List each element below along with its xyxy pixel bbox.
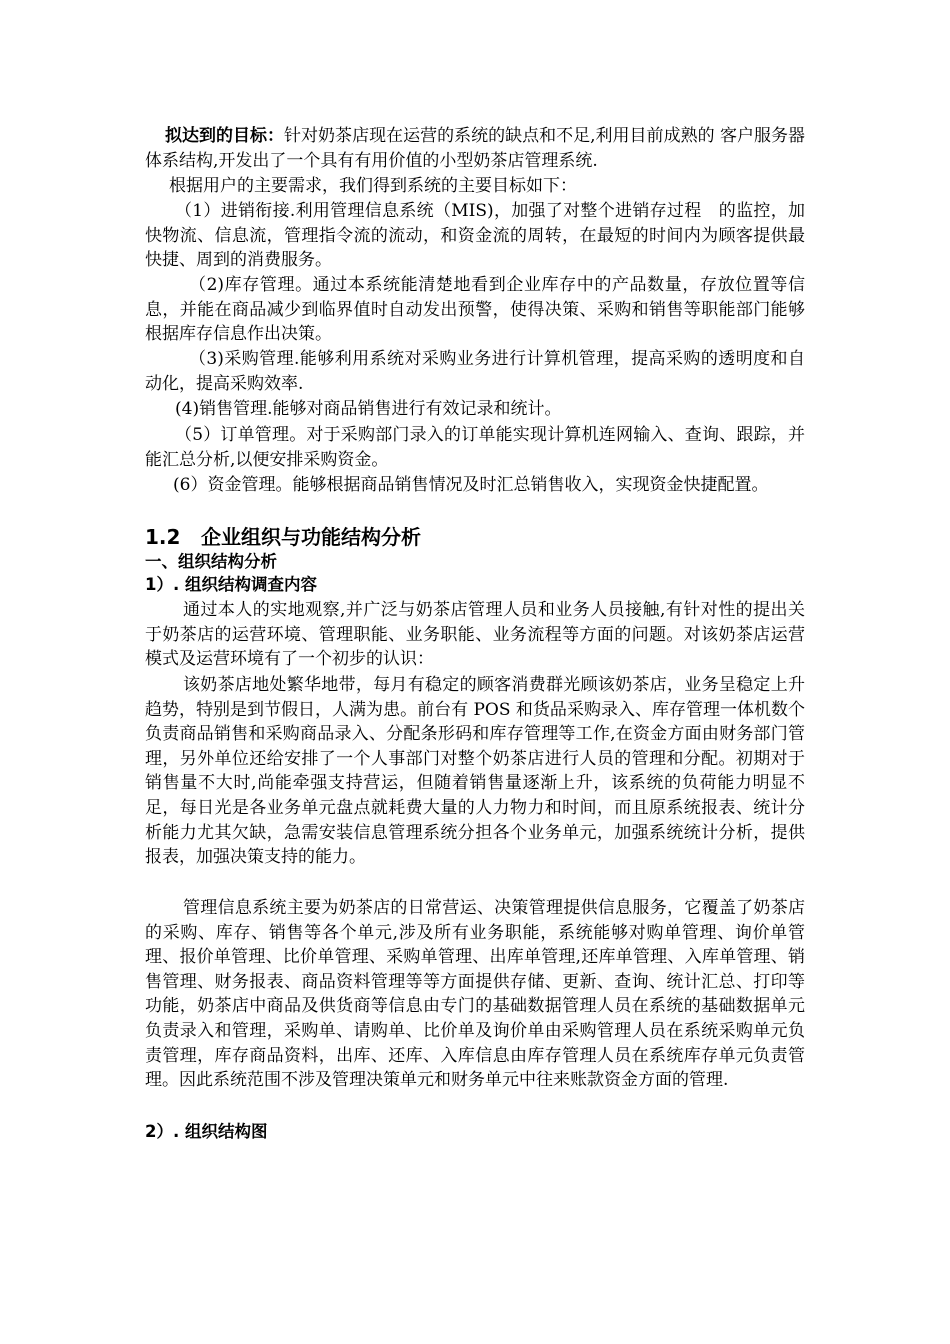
body-paragraph-2: 该奶茶店地处繁华地带，每月有稳定的顾客消费群光顾该奶茶店，业务呈稳定上升趋势，特别是到节假日，人满为患。前台有 POS 和货品采购录入、库存管理一体机数个负责商品销售和采购商品录入、分配条形码和库存管理等工作,在资金方面由财务部门管理，另外单位还给安排了一个人事部门对整个奶茶店进行人员的管理和分配。初期对于销售量不大时,尚能牵强支持营运，但随着销售量逐渐上升，该系统的负荷能力明显不足，每日光是各业务单元盘点就耗费大量的人力物力和时间，而且原系统报表、统计分析能力尤其欠缺，急需安装信息管理系统分担各个业务单元，加强系统统计分析，提供报表，加强决策支持的能力。 [145, 675, 805, 868]
item-heading-2: 2）. 组织结构图 [145, 1122, 268, 1141]
goals-lead: 根据用户的主要需求，我们得到系统的主要目标如下： [169, 176, 577, 196]
goal-item-6: (6）资金管理。能够根据商品销售情况及时汇总销售收入，实现资金快捷配置。 [173, 475, 769, 495]
goal-item-5: （5）订单管理。对于采购部门录入的订单能实现计算机连网输入、查询、跟踪，并能汇总分析,以便安排采购资金。 [145, 425, 805, 470]
goal-item-1: （1）进销衔接.利用管理信息系统（MIS)，加强了对整个进销存过程 的监控，加快物流、信息流，管理指令流的流动，和资金流的周转，在最短的时间内为顾客提供最快捷、周到的消费服务。 [145, 201, 805, 271]
goal-item-2: （2)库存管理。通过本系统能清楚地看到企业库存中的产品数量，存放位置等信息，并能在商品减少到临界值时自动发出预警，使得决策、采购和销售等职能部门能够根据库存信息作出决策。 [145, 275, 805, 345]
section-number: 1.2 [145, 525, 181, 549]
item-heading-1: 1）. 组织结构调查内容 [145, 575, 317, 594]
goal-item-3: （3)采购管理.能够利用系统对采购业务进行计算机管理，提高采购的透明度和自动化，提高采购效率. [145, 349, 805, 394]
body-paragraph-1: 通过本人的实地观察,并广泛与奶茶店管理人员和业务人员接触,有针对性的提出关于奶茶店的运营环境、管理职能、业务职能、业务流程等方面的问题。对该奶茶店运营模式及运营环境有了一个初步的认识： [145, 600, 805, 670]
goal-paragraph [145, 124, 805, 173]
subsection-heading: 一、组织结构分析 [145, 552, 277, 571]
goal-label: 拟达到的目标： [165, 126, 285, 146]
section-heading [145, 524, 421, 550]
goal-item-4: (4)销售管理.能够对商品销售进行有效记录和统计。 [175, 399, 562, 419]
body-paragraph-3: 管理信息系统主要为奶茶店的日常营运、决策管理提供信息服务，它覆盖了奶茶店的采购、库存、销售等各个单元,涉及所有业务职能，系统能够对购单管理、询价单管理、报价单管理、比价单管理、采购单管理、出库单管理,还库单管理、入库单管理、销售管理、财务报表、商品资料管理等等方面提供存储、更新、查询、统计汇总、打印等功能，奶茶店中商品及供货商等信息由专门的基础数据管理人员在系统的基础数据单元负责录入和管理，采购单、请购单、比价单及询价单由采购管理人员在系统采购单元负责管理，库存商品资料，出库、还库、入库信息由库存管理人员在系统库存单元负责管理。因此系统范围不涉及管理决策单元和财务单元中往来账款资金方面的管理. [145, 898, 805, 1091]
section-title: 企业组织与功能结构分析 [201, 525, 421, 549]
goal-text: 针对奶茶店现在运营的系统的缺点和不足,利用目前成熟的 客户服务器体系结构,开发出了一个具有有用价值的小型奶茶店管理系统. [145, 126, 806, 171]
